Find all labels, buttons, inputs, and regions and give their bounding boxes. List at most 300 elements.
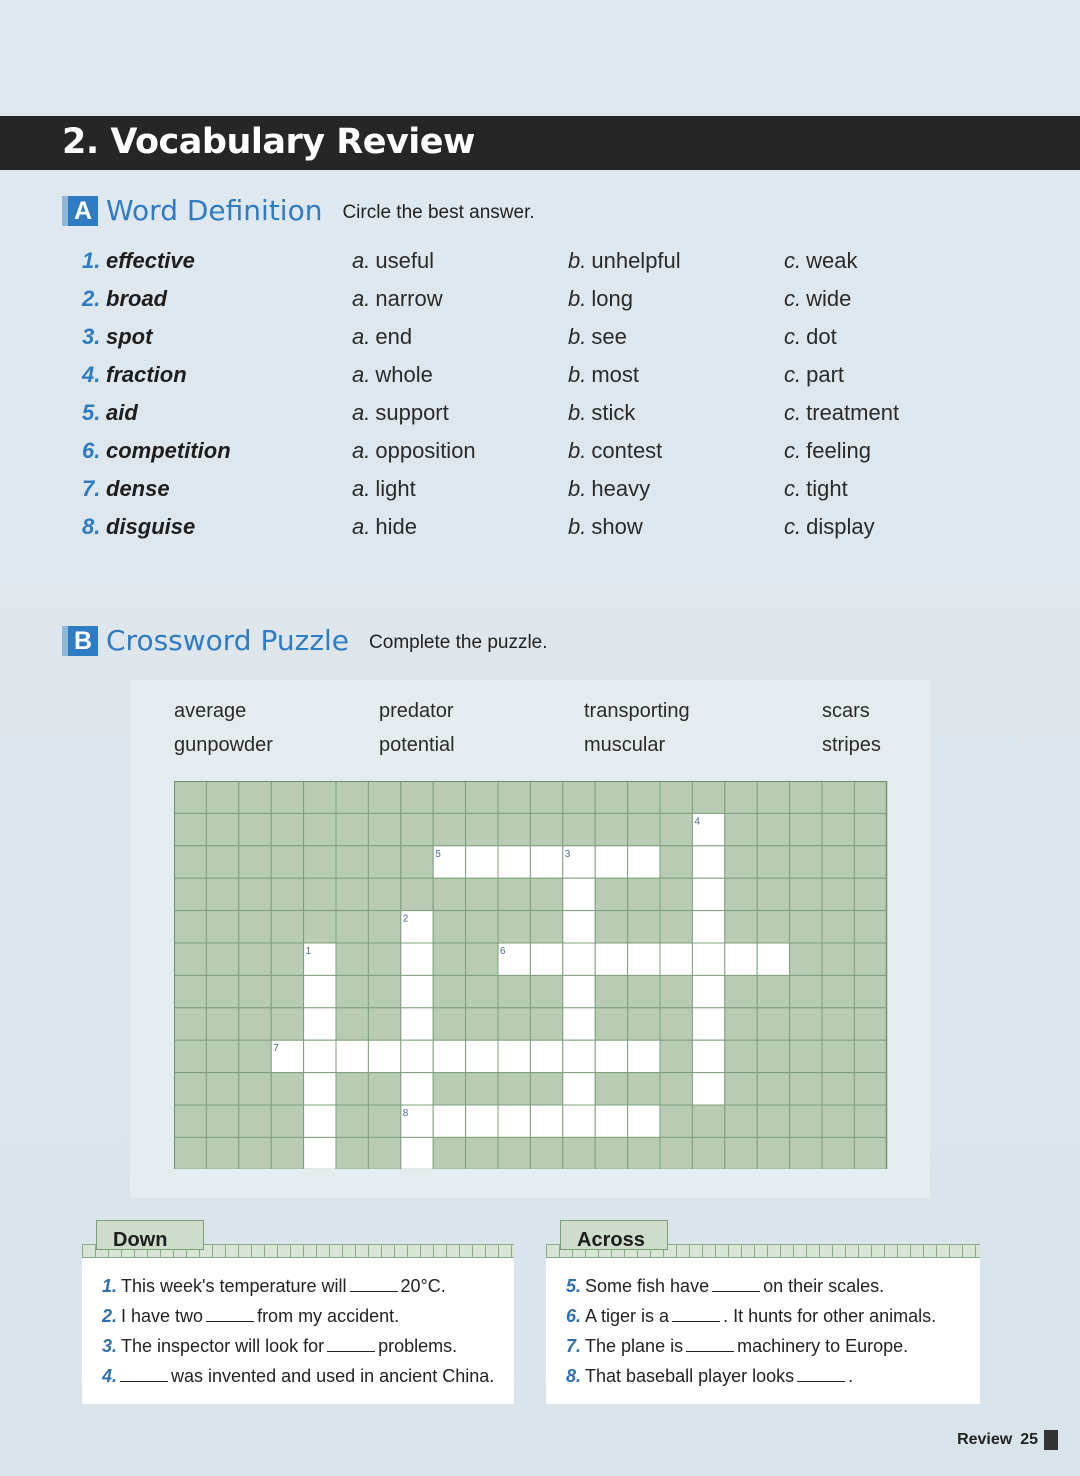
answer-cell[interactable]: [401, 1040, 433, 1072]
blank-cell: [304, 781, 336, 813]
section-a-header: [62, 196, 535, 226]
option-text: hide: [375, 514, 417, 539]
clue-text-before: The plane is: [585, 1336, 684, 1356]
section-a-title: Word Definition: [106, 194, 323, 227]
blank-cell: [271, 1105, 303, 1137]
option-text: whole: [375, 362, 433, 387]
answer-cell[interactable]: [595, 1040, 627, 1072]
blank-cell: [822, 1008, 854, 1040]
blank-cell: [336, 1073, 368, 1105]
answer-cell[interactable]: [498, 1105, 530, 1137]
option-letter: a.: [352, 286, 371, 311]
down-tab: Down: [96, 1220, 204, 1250]
answer-cell[interactable]: [692, 975, 724, 1007]
answer-cell[interactable]: [563, 1008, 595, 1040]
answer-blank[interactable]: [206, 1308, 254, 1322]
answer-blank[interactable]: [350, 1278, 398, 1292]
option-a[interactable]: [352, 400, 449, 426]
blank-cell: [757, 1073, 789, 1105]
item-word: competition: [106, 438, 231, 463]
blank-cell: [725, 1040, 757, 1072]
blank-cell: [466, 781, 498, 813]
option-c[interactable]: [784, 476, 848, 502]
blank-cell: [725, 1137, 757, 1169]
clue-number: 6.: [566, 1306, 582, 1326]
blank-cell: [498, 911, 530, 943]
blank-cell: [336, 846, 368, 878]
option-a[interactable]: [352, 286, 443, 312]
option-b[interactable]: [568, 286, 633, 312]
blank-cell: [304, 878, 336, 910]
crossword-grid[interactable]: [174, 781, 888, 1169]
answer-cell[interactable]: [725, 943, 757, 975]
option-letter: b.: [568, 514, 587, 539]
blank-cell: [174, 1008, 206, 1040]
answer-cell[interactable]: [401, 943, 433, 975]
blank-cell: [174, 1040, 206, 1072]
cell-number: 8: [402, 1108, 409, 1119]
blank-cell: [498, 813, 530, 845]
footer-bar: [1044, 1430, 1058, 1450]
option-b[interactable]: [568, 476, 650, 502]
option-a[interactable]: [352, 514, 417, 540]
blank-cell: [433, 1073, 465, 1105]
blank-cell: [368, 1137, 400, 1169]
blank-cell: [854, 813, 886, 845]
option-text: weak: [806, 248, 858, 273]
answer-cell[interactable]: [660, 943, 692, 975]
blank-cell: [757, 846, 789, 878]
blank-cell: [660, 1105, 692, 1137]
bank-word: stripes: [822, 734, 881, 756]
word-item: [0, 248, 900, 286]
answer-cell[interactable]: [628, 1105, 660, 1137]
option-a[interactable]: [352, 438, 476, 464]
cell-number: 1: [305, 946, 312, 957]
blank-cell: [336, 878, 368, 910]
cell-number: 2: [402, 913, 409, 925]
answer-cell[interactable]: [628, 846, 660, 878]
down-clue: [102, 1306, 399, 1327]
answer-cell[interactable]: [692, 846, 724, 878]
blank-cell: [757, 781, 789, 813]
item-word: dense: [106, 476, 170, 501]
blank-cell: [304, 846, 336, 878]
answer-cell[interactable]: [595, 846, 627, 878]
blank-cell: [530, 813, 562, 845]
blank-cell: [790, 975, 822, 1007]
option-letter: a.: [352, 400, 371, 425]
answer-cell[interactable]: [304, 1137, 336, 1169]
blank-cell: [368, 878, 400, 910]
blank-cell: [660, 911, 692, 943]
clue-text-after: . It hunts for other animals.: [723, 1306, 937, 1326]
blank-cell: [692, 1137, 724, 1169]
blank-cell: [790, 1105, 822, 1137]
item-number: 6.: [82, 438, 101, 463]
blank-cell: [401, 878, 433, 910]
page-number: 25: [1020, 1431, 1038, 1448]
blank-cell: [595, 975, 627, 1007]
blank-cell: [336, 975, 368, 1007]
clue-text-after: on their scales.: [763, 1276, 885, 1296]
blank-cell: [530, 781, 562, 813]
item-number: 2.: [82, 286, 101, 311]
blank-cell: [336, 781, 368, 813]
option-text: heavy: [591, 476, 651, 501]
word-item: [0, 362, 900, 400]
item-word: spot: [106, 324, 153, 349]
answer-blank[interactable]: [120, 1368, 168, 1382]
blank-cell: [206, 911, 238, 943]
blank-cell: [854, 975, 886, 1007]
answer-cell[interactable]: [628, 943, 660, 975]
answer-blank[interactable]: [672, 1308, 720, 1322]
blank-cell: [368, 781, 400, 813]
option-letter: b.: [568, 286, 587, 311]
section-b-header: [62, 626, 548, 656]
option-text: dot: [806, 324, 837, 349]
blank-cell: [206, 781, 238, 813]
blank-cell: [174, 1105, 206, 1137]
blank-cell: [401, 781, 433, 813]
blank-cell: [660, 1008, 692, 1040]
answer-cell[interactable]: [595, 1105, 627, 1137]
option-c[interactable]: [784, 362, 844, 388]
answer-cell[interactable]: [563, 1105, 595, 1137]
answer-cell[interactable]: [530, 943, 562, 975]
answer-cell[interactable]: [466, 846, 498, 878]
clue-number: 8.: [566, 1366, 582, 1386]
answer-cell[interactable]: [530, 1040, 562, 1072]
blank-cell: [725, 1105, 757, 1137]
blank-cell: [757, 813, 789, 845]
section-a-badge: A: [62, 196, 98, 226]
bank-word: transporting: [584, 700, 690, 722]
blank-cell: [206, 943, 238, 975]
blank-cell: [368, 975, 400, 1007]
across-clue: [566, 1276, 884, 1297]
blank-cell: [757, 878, 789, 910]
blank-cell: [433, 878, 465, 910]
blank-cell: [790, 1008, 822, 1040]
answer-blank[interactable]: [327, 1338, 375, 1352]
option-letter: b.: [568, 248, 587, 273]
clue-number: 5.: [566, 1276, 582, 1296]
option-letter: c.: [784, 400, 802, 425]
blank-cell: [174, 781, 206, 813]
answer-cell[interactable]: [757, 943, 789, 975]
blank-cell: [628, 911, 660, 943]
blank-cell: [336, 813, 368, 845]
answer-cell[interactable]: [692, 1008, 724, 1040]
section-b-badge: B: [62, 626, 98, 656]
option-a[interactable]: [352, 476, 416, 502]
clue-number: 7.: [566, 1336, 582, 1356]
blank-cell: [433, 911, 465, 943]
blank-cell: [725, 975, 757, 1007]
option-letter: a.: [352, 514, 371, 539]
option-text: opposition: [375, 438, 476, 463]
answer-blank[interactable]: [797, 1368, 845, 1382]
blank-cell: [790, 1073, 822, 1105]
clue-number: 4.: [102, 1366, 118, 1386]
clue-text-after: .: [848, 1366, 854, 1386]
answer-cell[interactable]: [368, 1040, 400, 1072]
answer-cell[interactable]: [563, 1040, 595, 1072]
blank-cell: [271, 846, 303, 878]
across-clue: [566, 1366, 853, 1387]
answer-cell[interactable]: [692, 1040, 724, 1072]
option-letter: b.: [568, 324, 587, 349]
blank-cell: [595, 911, 627, 943]
answer-cell[interactable]: [530, 1105, 562, 1137]
clue-text-after: from my accident.: [257, 1306, 400, 1326]
blank-cell: [174, 943, 206, 975]
blank-cell: [498, 1008, 530, 1040]
clue-text-after: was invented and used in ancient China.: [171, 1366, 495, 1386]
blank-cell: [271, 1137, 303, 1169]
blank-cell: [368, 1073, 400, 1105]
blank-cell: [336, 911, 368, 943]
answer-cell[interactable]: [304, 1073, 336, 1105]
option-b[interactable]: [568, 362, 639, 388]
answer-blank[interactable]: [712, 1278, 760, 1292]
blank-cell: [790, 781, 822, 813]
section-b-instruction: Complete the puzzle.: [369, 632, 548, 653]
blank-cell: [466, 813, 498, 845]
option-letter: c.: [784, 286, 802, 311]
blank-cell: [595, 1137, 627, 1169]
blank-cell: [206, 1137, 238, 1169]
blank-cell: [563, 813, 595, 845]
answer-cell[interactable]: [563, 878, 595, 910]
clue-text-after: problems.: [378, 1336, 458, 1356]
answer-cell[interactable]: [563, 1073, 595, 1105]
answer-cell[interactable]: [692, 943, 724, 975]
down-clue: [102, 1336, 457, 1357]
blank-cell: [725, 781, 757, 813]
option-text: part: [806, 362, 845, 387]
blank-cell: [271, 781, 303, 813]
option-b[interactable]: [568, 248, 681, 274]
footer-label: Review: [957, 1431, 1013, 1448]
blank-cell: [206, 878, 238, 910]
answer-cell[interactable]: [628, 1040, 660, 1072]
blank-cell: [368, 943, 400, 975]
option-letter: a.: [352, 248, 371, 273]
blank-cell: [206, 1040, 238, 1072]
blank-cell: [433, 975, 465, 1007]
blank-cell: [239, 911, 271, 943]
blank-cell: [563, 1137, 595, 1169]
blank-cell: [271, 911, 303, 943]
answer-cell[interactable]: [401, 1073, 433, 1105]
blank-cell: [822, 1040, 854, 1072]
blank-cell: [368, 1008, 400, 1040]
blank-cell: [466, 878, 498, 910]
answer-cell[interactable]: [563, 943, 595, 975]
blank-cell: [271, 813, 303, 845]
word-item: [0, 438, 900, 476]
blank-cell: [239, 846, 271, 878]
answer-cell[interactable]: [466, 1040, 498, 1072]
word-item: [0, 286, 900, 324]
word-item: [0, 324, 900, 362]
option-letter: c.: [784, 362, 802, 387]
blank-cell: [498, 878, 530, 910]
answer-cell[interactable]: [563, 911, 595, 943]
clue-number: 3.: [102, 1336, 118, 1356]
option-letter: b.: [568, 438, 587, 463]
answer-cell[interactable]: [401, 1008, 433, 1040]
answer-blank[interactable]: [686, 1338, 734, 1352]
blank-cell: [239, 1137, 271, 1169]
blank-cell: [466, 1137, 498, 1169]
blank-cell: [660, 1137, 692, 1169]
blank-cell: [239, 813, 271, 845]
blank-cell: [854, 1105, 886, 1137]
answer-cell[interactable]: [692, 1073, 724, 1105]
across-tab: Across: [560, 1220, 668, 1250]
blank-cell: [660, 846, 692, 878]
blank-cell: [595, 1008, 627, 1040]
blank-cell: [692, 781, 724, 813]
answer-cell[interactable]: [466, 1105, 498, 1137]
blank-cell: [239, 781, 271, 813]
item-number: 8.: [82, 514, 101, 539]
blank-cell: [271, 975, 303, 1007]
answer-cell[interactable]: [563, 975, 595, 1007]
blank-cell: [401, 813, 433, 845]
blank-cell: [498, 1073, 530, 1105]
blank-cell: [790, 813, 822, 845]
option-letter: c.: [784, 324, 802, 349]
blank-cell: [628, 878, 660, 910]
answer-cell[interactable]: [692, 911, 724, 943]
word-item: [0, 514, 900, 552]
answer-cell[interactable]: [530, 846, 562, 878]
option-a[interactable]: [352, 362, 433, 388]
option-c[interactable]: [784, 248, 857, 274]
blank-cell: [725, 878, 757, 910]
blank-cell: [660, 781, 692, 813]
answer-cell[interactable]: [498, 846, 530, 878]
blank-cell: [466, 911, 498, 943]
option-text: narrow: [375, 286, 443, 311]
option-text: see: [591, 324, 627, 349]
blank-cell: [822, 846, 854, 878]
cell-number: 6: [500, 946, 506, 957]
option-c[interactable]: [784, 514, 875, 540]
blank-cell: [822, 911, 854, 943]
across-clue: [566, 1336, 908, 1357]
option-text: most: [591, 362, 640, 387]
blank-cell: [530, 975, 562, 1007]
option-letter: c.: [784, 476, 802, 501]
across-clue: [566, 1306, 936, 1327]
blank-cell: [595, 1073, 627, 1105]
answer-cell[interactable]: [336, 1040, 368, 1072]
blank-cell: [336, 1008, 368, 1040]
answer-cell[interactable]: [595, 943, 627, 975]
option-c[interactable]: [784, 400, 899, 426]
title-bar: [0, 116, 1080, 170]
blank-cell: [822, 878, 854, 910]
answer-cell[interactable]: [692, 878, 724, 910]
answer-cell[interactable]: [433, 1105, 465, 1137]
option-b[interactable]: [568, 514, 643, 540]
clue-number: 1.: [102, 1276, 118, 1296]
clue-text-before: I have two: [121, 1306, 204, 1326]
blank-cell: [628, 781, 660, 813]
option-c[interactable]: [784, 324, 837, 350]
blank-cell: [239, 1073, 271, 1105]
answer-cell[interactable]: [498, 1040, 530, 1072]
option-b[interactable]: [568, 438, 662, 464]
cell-number: 3: [564, 848, 571, 860]
answer-cell[interactable]: [401, 1137, 433, 1169]
blank-cell: [206, 813, 238, 845]
blank-cell: [530, 911, 562, 943]
blank-cell: [822, 1137, 854, 1169]
blank-cell: [660, 1040, 692, 1072]
option-text: show: [591, 514, 643, 539]
answer-cell[interactable]: [401, 975, 433, 1007]
option-text: light: [375, 476, 416, 501]
option-text: stick: [591, 400, 636, 425]
blank-cell: [757, 1008, 789, 1040]
blank-cell: [822, 1073, 854, 1105]
option-text: end: [375, 324, 413, 349]
option-b[interactable]: [568, 400, 635, 426]
blank-cell: [530, 1008, 562, 1040]
option-letter: a.: [352, 438, 371, 463]
option-a[interactable]: [352, 324, 412, 350]
blank-cell: [433, 813, 465, 845]
option-text: long: [591, 286, 633, 311]
blank-cell: [822, 943, 854, 975]
answer-cell[interactable]: [304, 975, 336, 1007]
option-c[interactable]: [784, 438, 871, 464]
answer-cell[interactable]: [304, 1105, 336, 1137]
blank-cell: [660, 878, 692, 910]
bank-word: gunpowder: [174, 734, 273, 756]
blank-cell: [498, 975, 530, 1007]
blank-cell: [563, 781, 595, 813]
blank-cell: [174, 813, 206, 845]
option-c[interactable]: [784, 286, 851, 312]
blank-cell: [239, 1008, 271, 1040]
blank-cell: [336, 1105, 368, 1137]
blank-cell: [336, 1137, 368, 1169]
answer-cell[interactable]: [304, 1040, 336, 1072]
section-b-title: Crossword Puzzle: [106, 624, 350, 657]
option-text: tight: [806, 476, 848, 501]
option-text: support: [375, 400, 449, 425]
blank-cell: [854, 943, 886, 975]
option-letter: a.: [352, 476, 371, 501]
option-a[interactable]: [352, 248, 434, 274]
word-item: [0, 400, 900, 438]
blank-cell: [433, 943, 465, 975]
answer-cell[interactable]: [304, 1008, 336, 1040]
blank-cell: [304, 911, 336, 943]
page-footer: [957, 1430, 1058, 1450]
answer-cell[interactable]: [433, 1040, 465, 1072]
clue-text-after: 20°C.: [400, 1276, 446, 1296]
option-b[interactable]: [568, 324, 627, 350]
